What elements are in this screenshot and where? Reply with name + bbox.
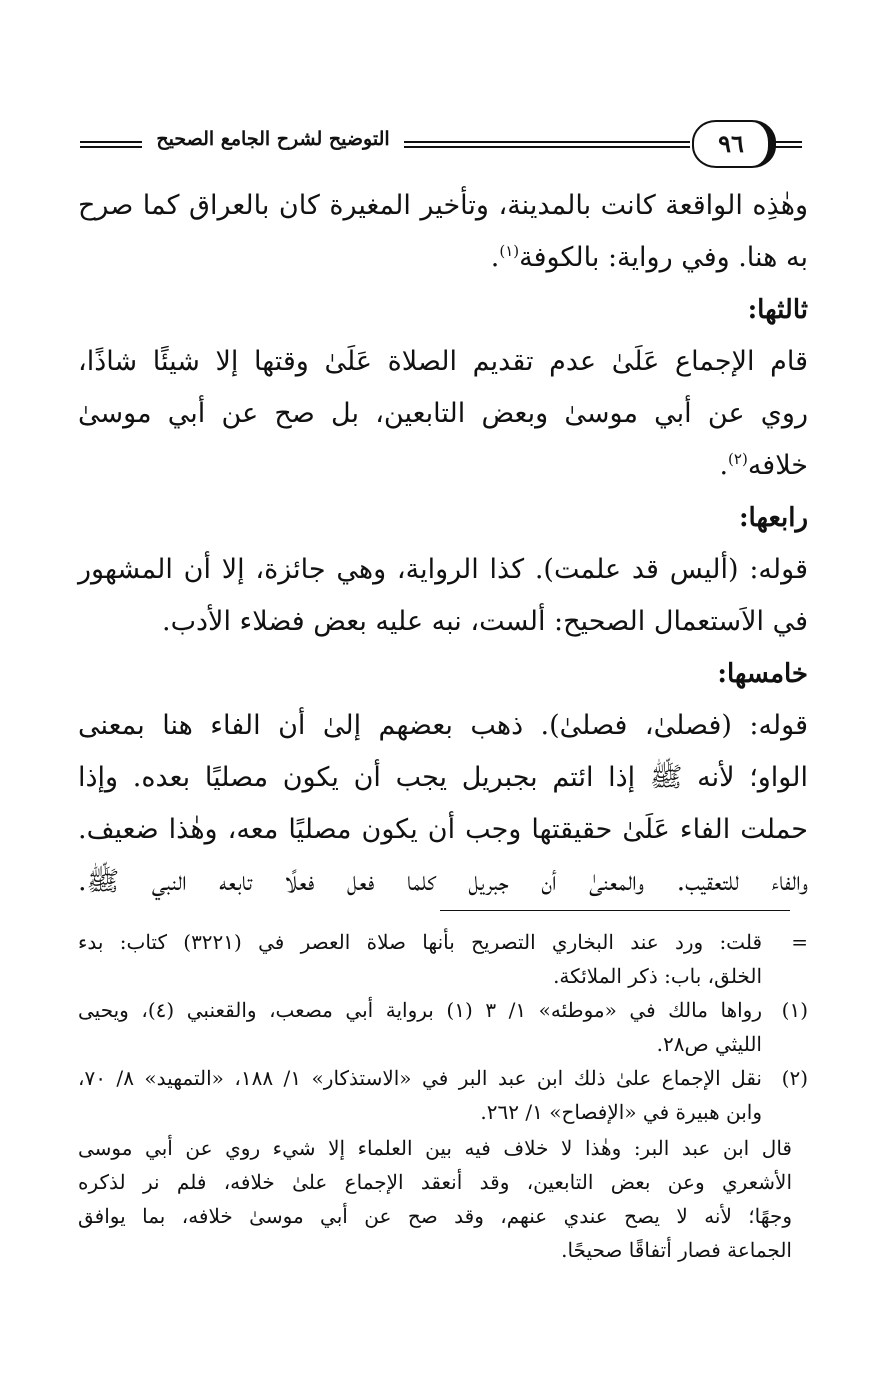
main-text	[78, 180, 808, 908]
footnote-1	[78, 993, 808, 1061]
footnote-mark: =	[791, 930, 808, 954]
running-title: التوضيح لشرح الجامع الصحيح	[156, 128, 390, 150]
footnote-continuation	[78, 925, 808, 993]
footnote-line: رواها مالك في «موطئه» ١/ ٣ (١) برواية أبي مصعب، والقعنبي (٤)، ويحيى	[78, 998, 762, 1022]
footnote-mark: (١)	[781, 998, 808, 1022]
section-heading-fourth: رابعها:	[738, 503, 808, 533]
running-header	[78, 116, 808, 176]
line-end: .	[719, 450, 729, 481]
body-line: روي عن أبي موسىٰ وبعض التابعين، بل صح عن أبي موسىٰ	[78, 398, 808, 429]
footnote-separator	[440, 910, 790, 911]
body-line: قوله: (فصلىٰ، فصلىٰ). ذهب بعضهم إلىٰ أن الفاء هنا بمعنى	[78, 710, 808, 741]
footnote-mark: (٢)	[781, 1066, 808, 1090]
footnote-line: وابن هبيرة في «الإفصاح» ١/ ٢٦٢.	[480, 1100, 762, 1124]
footnote-2	[78, 1061, 808, 1129]
footnote-line: الأشعري وعن بعض التابعين، وقد أنعقد الإجماع علىٰ خلافه، فلم نر لذكره	[78, 1170, 792, 1194]
body-line	[78, 232, 808, 284]
body-line: قوله: (أليس قد علمت). كذا الرواية، وهي جائزة، إلا أن المشهور	[78, 554, 808, 585]
footnote-line: الخلق، باب: ذكر الملائكة.	[553, 964, 762, 988]
footnote-ref-1: (١)	[499, 242, 520, 260]
page-number: ٩٦	[692, 120, 776, 168]
line-text: به هنا. وفي رواية: بالكوفة	[519, 242, 808, 273]
body-line: الواو؛ لأنه ﷺ إذا ائتم بجبريل يجب أن يكون مصليًا بعده. وإذا	[78, 762, 808, 793]
footnote-2-quote	[78, 1131, 808, 1267]
body-line: في الاَستعمال الصحيح: ألست، نبه عليه بعض فضلاء الأدب.	[162, 606, 808, 637]
line-end: .	[490, 242, 500, 273]
footnote-ref-2: (٢)	[728, 450, 748, 468]
body-line: والفاء للتعقيب. والمعنىٰ أن جبريل كلما فعل فعلًا تابعه النبي ﷺ.	[78, 866, 808, 897]
footnote-line: وجهًا؛ لأنه لا يصح عندي عنهم، وقد صح عن أبي موسىٰ خلافه، بما يوافق	[78, 1204, 792, 1228]
section-heading-third: ثالثها:	[747, 295, 808, 325]
footnote-line: الليثي ص٢٨.	[656, 1032, 762, 1056]
body-line: وهٰذِه الواقعة كانت بالمدينة، وتأخير المغيرة كان بالعراق كما صرح	[78, 190, 808, 221]
body-line: حملت الفاء عَلَىٰ حقيقتها وجب أن يكون مصليًا معه، وهٰذا ضعيف.	[78, 814, 808, 845]
section-heading-fifth: خامسها:	[717, 659, 808, 689]
footnotes	[78, 925, 808, 1267]
footnote-line: قال ابن عبد البر: وهٰذا لا خلاف فيه بين العلماء إلا شيء روي عن أبي موسى	[78, 1136, 792, 1160]
line-text: خلافه	[747, 450, 808, 481]
footnote-line: نقل الإجماع علىٰ ذلك ابن عبد البر في «الاستذكار» ١/ ١٨٨، «التمهيد» ٨/ ٧٠،	[78, 1066, 762, 1090]
body-line: قام الإجماع عَلَىٰ عدم تقديم الصلاة عَلَىٰ وقتها إلا شيئًا شاذًا،	[78, 346, 808, 377]
footnote-line: الجماعة فصار أتفاقًا صحيحًا.	[561, 1238, 792, 1262]
header-rule-middle	[404, 141, 690, 148]
header-rule-right	[772, 141, 802, 148]
footnote-line: قلت: ورد عند البخاري التصريح بأنها صلاة العصر في (٣٢٢١) كتاب: بدء	[78, 930, 763, 954]
body-line	[78, 440, 808, 492]
header-rule-left	[80, 141, 142, 148]
